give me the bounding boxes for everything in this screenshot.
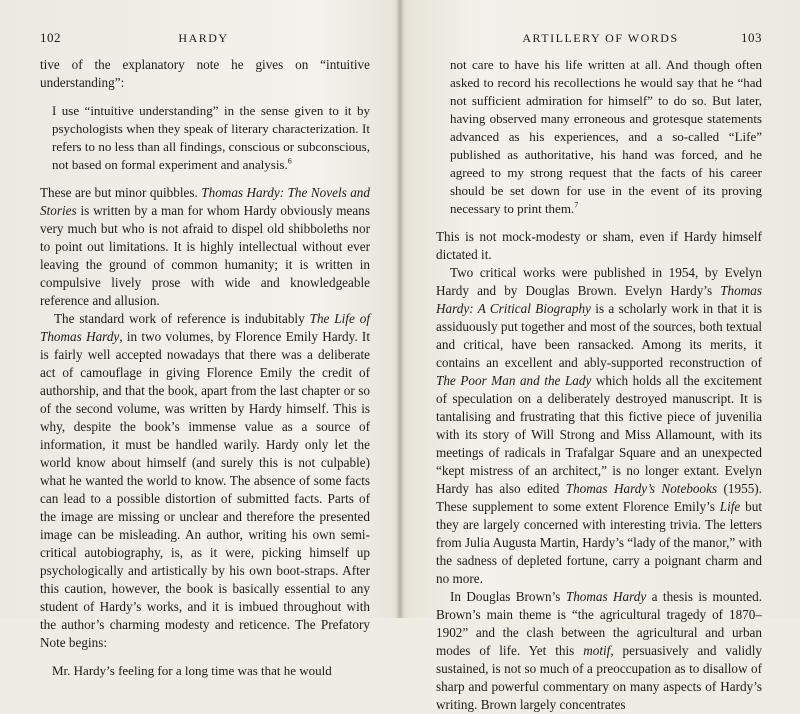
left-block-quote xyxy=(52,102,370,174)
right-page xyxy=(400,0,800,712)
book-title-critical-biography: Thomas Hardy: A Critical Biography xyxy=(436,283,762,316)
book-title-thomas-hardy: Thomas Hardy xyxy=(565,589,647,604)
left-running-title: HARDY xyxy=(178,31,229,45)
right-block-quote-text: not care to have his life written at all. And though often asked to record his recollections he would say that he “had not sufficient admiration for himself” to do so. But later, having observed many erroneous and grotesque statements advanced as his experiences, and a so-called “Life” published as authoritative, his hand was forced, and he agreed to my strong request that the facts of his career should be set down for use in the event of its proving necessary to print them. xyxy=(450,57,762,216)
book-title-life-of-hardy: The Life of Thomas Hardy xyxy=(40,311,371,344)
left-block-quote-text: I use “intuitive understanding” in the sense given to it by psychologists when they speak of literary characterization. It refers to no less than all findings, conscious or subconscious, not based on formal experiment and analysis. xyxy=(52,103,370,172)
right-running-title: ARTILLERY OF WORDS xyxy=(522,31,679,45)
right-paragraph-1: This is not mock-modesty or sham, even if Hardy himself dictated it. xyxy=(436,229,762,262)
left-running-head xyxy=(40,30,370,46)
left-quote-start: Mr. Hardy’s feeling for a long time was that he would xyxy=(52,663,332,678)
footnote-ref-6: 6 xyxy=(287,156,292,166)
right-paragraph-3: In Douglas Brown’s Thomas Hardy a thesis is mounted. Brown’s main theme is “the agricultural tragedy of 1870–1902” and the clash between the agricultural and urban modes of life. Yet this motif, persuasively and validly sustained, is not so much of a preoccupation as to disallow of sharp and powerful commentary on many aspects of Hardy’s writing. Brown largely concentrates xyxy=(436,589,763,712)
book-title-novels-and-stories: Thomas Hardy: The Novels and Stories xyxy=(40,185,370,218)
left-paragraph-2: The standard work of reference is indubitably The Life of Thomas Hardy, in two volumes, by Florence Emily Hardy. It is fairly well accepted nowadays that there was a deliberate act of camouflage in giving Florence Emily the credit of authorship, and that the book, apart from the last chapter or so of the second volume, was written by Hardy himself. This is why, despite the book’s immense value as a source of information, it must be handled warily. Hardy only let the world know about himself (and surely this is not culpable) what he wanted the world to know. The absence of some facts can lead to a possible distortion of submitted facts. Parts of the image are missing or unclear and therefore the presented image can be misleading. An author, writing his own semi-critical autobiography, is, as it were, picking himself up psychologically and artistically by his own boot-straps. After this caution, however, the book is basically essential to any student of Hardy’s works, and it is imbued throughout with the author’s charming modesty and reticence. The Prefatory Note begins: xyxy=(40,311,371,650)
right-paragraph-2: Two critical works were published in 1954, by Evelyn Hardy and by Douglas Brown. Evelyn Hardy’s Thomas Hardy: A Critical Biography is a scholarly work in that it is assiduously put together and most of the sources, both textual and critical, have been ransacked. Among its merits, it contains an excellent and ably-supported reconstruction of The Poor Man and the Lady which holds all the excitement of speculation on a deliberately destroyed manuscript. It is tantalising and frustrating that this fictive piece of juvenilia with its story of Will Strong and Miss Allamount, with its meetings of radicals in Trafalgar Square and an unexpected “kept mistress of an architect,” is no longer extant. Evelyn Hardy has also edited Thomas Hardy’s Notebooks (1955). These supplement to some extent Florence Emily’s Life but they are largely concerned with interesting trivia. The letters from Julia Augusta Martin, Hardy’s “lady of the manor,” with the sadness of depleted fortune, carry a poignant charm and no more. xyxy=(436,265,762,586)
left-paragraph-1: These are but minor quibbles. Thomas Hardy: The Novels and Stories is written by a man for whom Hardy obviously means very much but who is not afraid to dispel old shibboleths nor to point out limitations. It is highly intellectual without ever leaving the ground of common humanity; it is written in compulsive lively prose with wide and knowledgeable reference and allusion. xyxy=(40,185,370,308)
right-block-quote xyxy=(450,56,762,218)
left-intro-line: tive of the explanatory note he gives on “intuitive understanding”: xyxy=(40,57,370,90)
book-title-notebooks: Thomas Hardy’s Notebooks xyxy=(565,481,718,496)
book-title-life: Life xyxy=(719,499,741,514)
right-page-number: 103 xyxy=(740,30,762,45)
word-motif: motif xyxy=(583,643,611,658)
left-page-number: 102 xyxy=(40,30,61,45)
book-gutter xyxy=(396,0,404,618)
right-running-head xyxy=(436,30,762,46)
footnote-ref-7: 7 xyxy=(574,200,579,210)
book-title-poor-man-and-lady: The Poor Man and the Lady xyxy=(436,373,592,388)
left-page xyxy=(0,0,400,678)
